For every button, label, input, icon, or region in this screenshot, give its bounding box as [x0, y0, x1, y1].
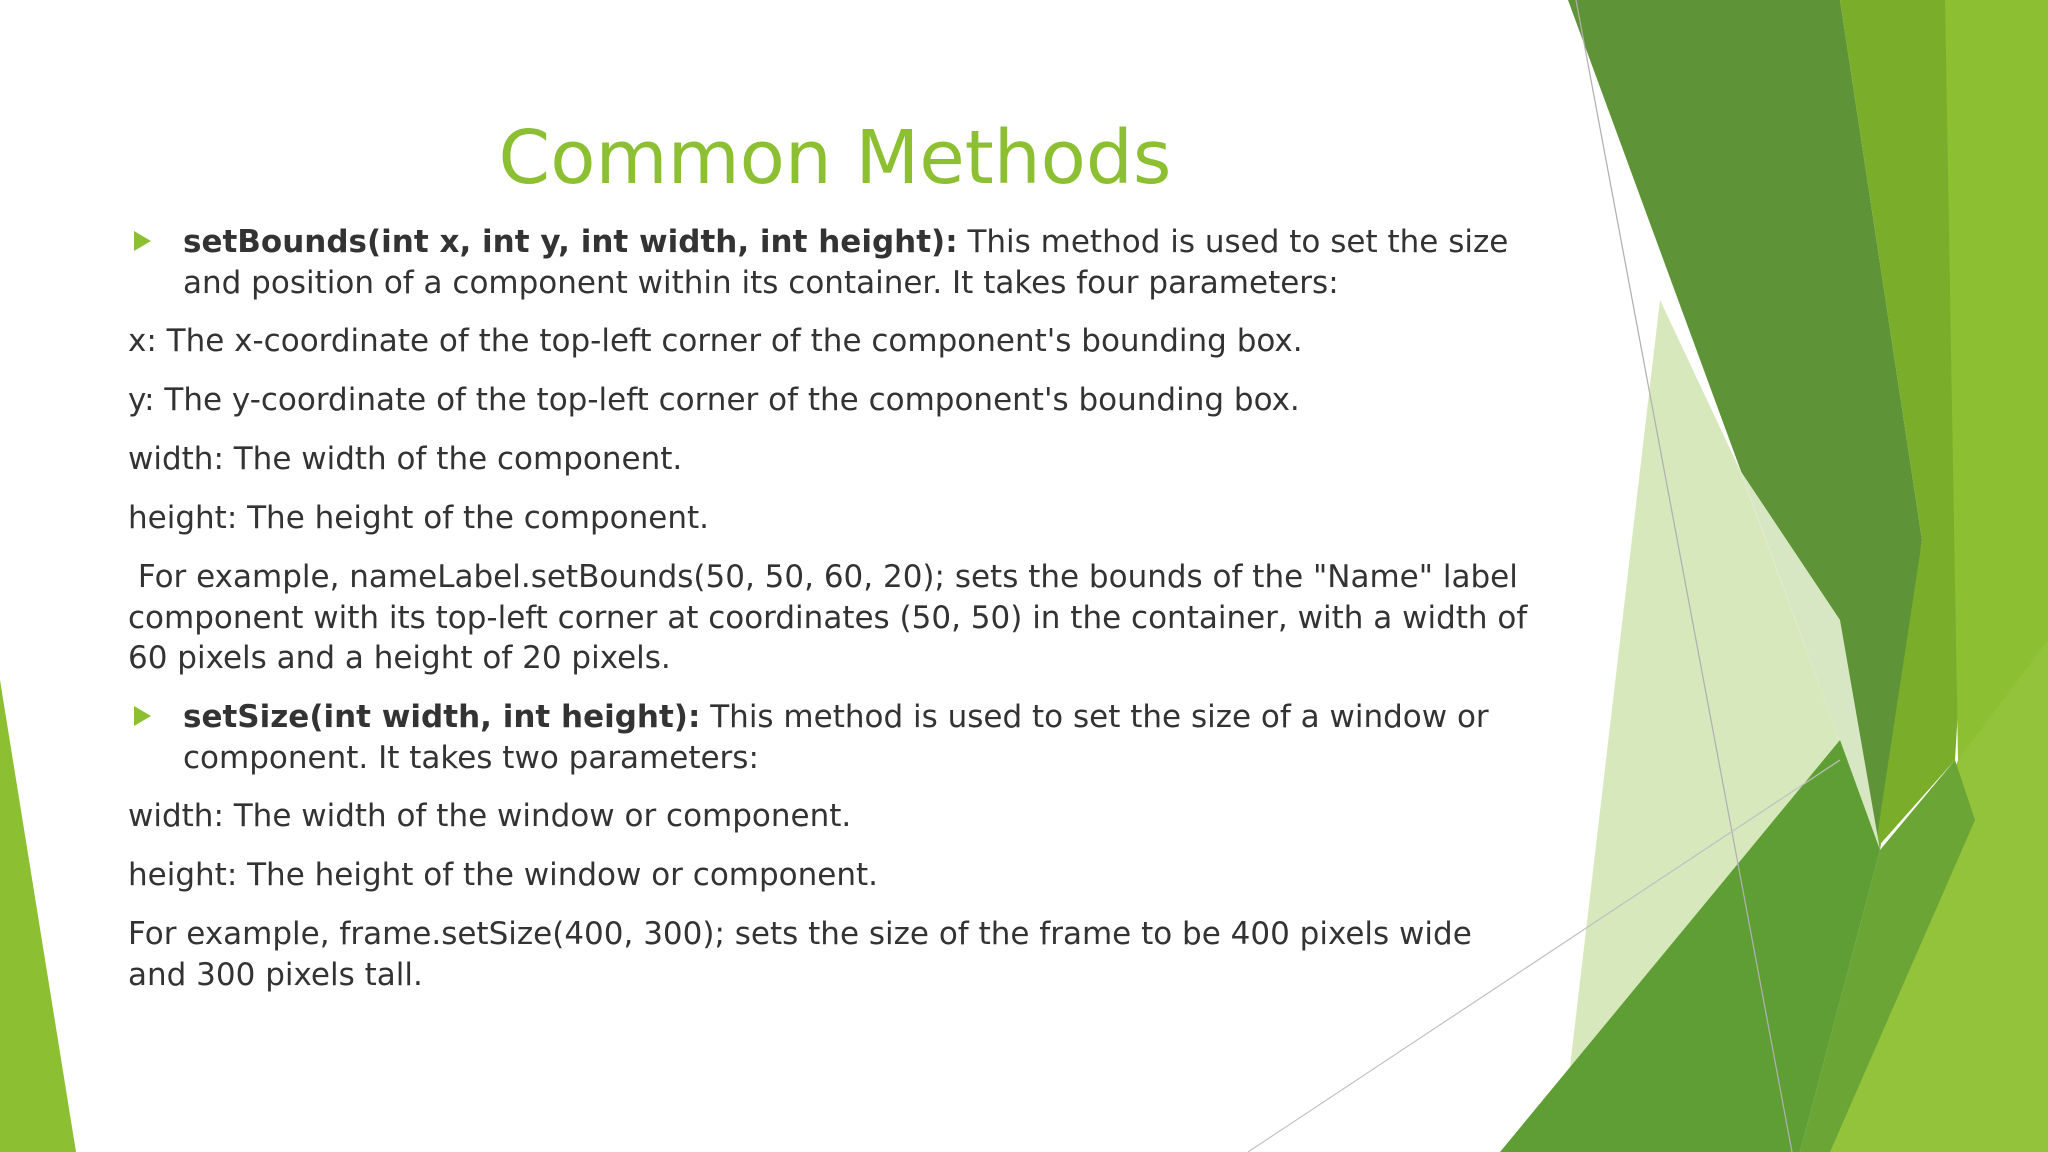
param-window-height: height: The height of the window or component.: [128, 857, 879, 893]
slide-content: [128, 222, 1538, 1014]
example-setsize: For example, frame.setSize(400, 300); sets the size of the frame to be 400 pixels wide and 300 pixels tall.: [128, 916, 1472, 993]
param-window-width: width: The width of the window or component.: [128, 798, 852, 834]
bullet-item-setsize: [128, 697, 1528, 778]
method-signature-setbounds: setBounds(int x, int y, int width, int height):: [183, 224, 958, 260]
method-description-setbounds: This method is used to set the size and position of a component within its container. It takes four parameters:: [183, 224, 1509, 301]
triangle-right-icon: [134, 231, 151, 251]
right-bright-facet: [1945, 0, 2048, 760]
example-setbounds: For example, nameLabel.setBounds(50, 50, 60, 20); sets the bounds of the "Name" label component with its top-left corner at coordinates (50, 50) in the container, with a width of 60 pixels and a height of 20 pixels.: [128, 559, 1538, 676]
bullet-item-setbounds: [128, 222, 1528, 303]
param-y: y: The y-coordinate of the top-left corner of the component's bounding box.: [128, 382, 1300, 418]
param-x: x: The x-coordinate of the top-left corner of the component's bounding box.: [128, 323, 1303, 359]
param-height: height: The height of the component.: [128, 500, 709, 536]
triangle-right-icon: [134, 706, 151, 726]
method-signature-setsize: setSize(int width, int height):: [183, 699, 701, 735]
method-description-setsize: This method is used to set the size of a window or component. It takes two parameters:: [183, 699, 1489, 776]
param-width: width: The width of the component.: [128, 441, 683, 477]
left-green-wedge: [0, 680, 76, 1152]
slide-title: Common Methods: [498, 115, 1172, 201]
